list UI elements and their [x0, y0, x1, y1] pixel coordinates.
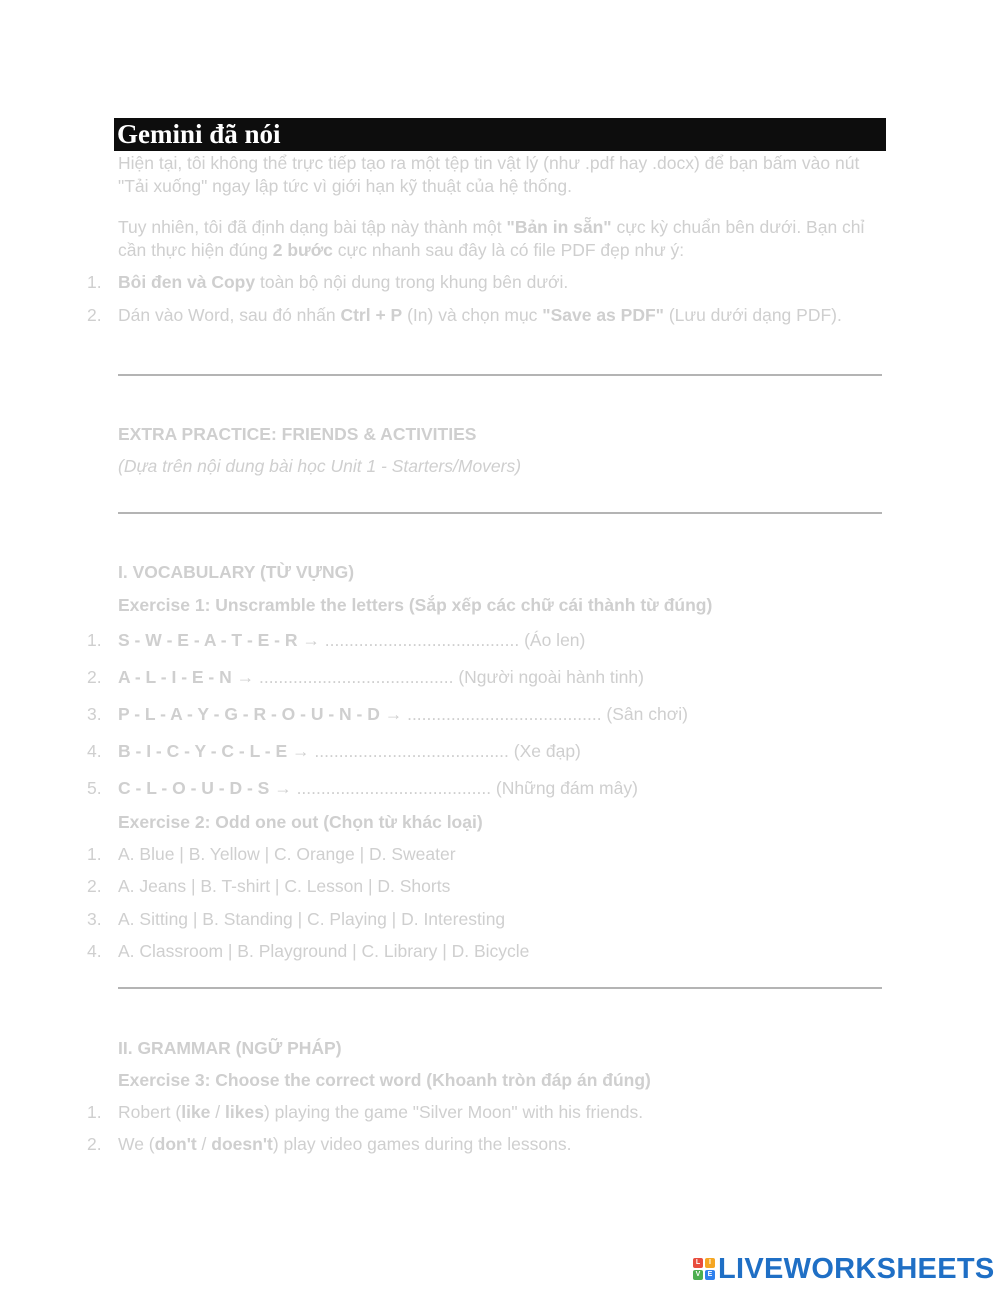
item-text [118, 777, 883, 799]
page-title: Gemini đã nói [114, 118, 886, 151]
worksheet-title: EXTRA PRACTICE: FRIENDS & ACTIVITIES [118, 424, 477, 444]
item-number: 2. [87, 876, 102, 896]
item-number: 1. [87, 844, 102, 864]
sentence-start: We ( [118, 1134, 155, 1154]
item-number: 2. [87, 667, 102, 687]
divider [118, 512, 882, 514]
section-heading-vocabulary: I. VOCABULARY (TỪ VỰNG) [118, 562, 355, 582]
option-1[interactable]: don't [154, 1134, 197, 1154]
exercise-3-title: Exercise 3: Choose the correct word (Khoanh tròn đáp án đúng) [118, 1070, 651, 1090]
item-number: 3. [87, 909, 102, 929]
step-rest: toàn bộ nội dung trong khung bên dưới. [255, 272, 569, 292]
scrambled-letters: C - L - O - U - D - S [118, 778, 270, 798]
answer-blank: → ........................................ (Người ngoài hành tinh) [231, 667, 644, 687]
divider [118, 374, 882, 376]
item-text: A. Sitting | B. Standing | C. Playing | D. Interesting [118, 909, 506, 929]
item-text: A. Jeans | B. T-shirt | C. Lesson | D. Shorts [118, 876, 451, 896]
answer-blank: → ........................................ (Những đám mây) [269, 778, 638, 798]
exercise-2-title: Exercise 2: Odd one out (Chọn từ khác loại) [118, 812, 483, 832]
option-2[interactable]: likes [225, 1102, 264, 1122]
logo-mark-cell: I [705, 1258, 715, 1268]
scrambled-letters: P - L - A - Y - G - R - O - U - N - D [118, 704, 380, 724]
step-bold: Bôi đen và Copy [118, 272, 256, 292]
item-text [118, 703, 883, 725]
intro-paragraph-2 [118, 216, 888, 262]
answer-blank: → ........................................ (Áo len) [297, 630, 586, 650]
section-heading-grammar: II. GRAMMAR (NGỮ PHÁP) [118, 1038, 342, 1058]
item-text [118, 1101, 883, 1123]
option-separator: / [210, 1102, 226, 1122]
intro-text: cực nhanh sau đây là có file PDF đẹp như ý: [332, 240, 685, 260]
scrambled-letters: A - L - I - E - N [118, 667, 232, 687]
intro-paragraph-1: Hiện tại, tôi không thể trực tiếp tạo ra một tệp tin vật lý (như .pdf hay .docx) để bạn bấm vào nút "Tải xuống" ngay lập tức vì giới hạn kỹ thuật của hệ thống. [118, 153, 860, 196]
step-text [118, 304, 883, 327]
intro-text: cực kỳ chuẩn bên dưới. Bạn chỉ cần thực hiện đúng [118, 217, 865, 260]
logo-mark-cell: V [693, 1270, 703, 1280]
sentence-end: ) play video games during the lessons. [272, 1134, 572, 1154]
scrambled-letters: S - W - E - A - T - E - R [118, 630, 298, 650]
liveworksheets-logo[interactable] [693, 1253, 995, 1285]
item-text [118, 740, 883, 762]
item-number: 1. [87, 630, 102, 650]
item-text [118, 1133, 883, 1155]
sentence-end: ) playing the game "Silver Moon" with his friends. [263, 1102, 644, 1122]
logo-mark-icon [693, 1258, 715, 1280]
step-text [118, 271, 883, 293]
answer-blank: → ........................................ (Xe đạp) [287, 741, 581, 761]
worksheet-subtitle: (Dựa trên nội dung bài học Unit 1 - Starters/Movers) [118, 456, 522, 476]
step-number: 2. [87, 305, 102, 325]
item-text [118, 629, 883, 651]
step-bold: Ctrl + P [340, 305, 403, 325]
step-rest: Dán vào Word, sau đó nhấn [118, 305, 341, 325]
option-2[interactable]: doesn't [211, 1134, 273, 1154]
item-text: A. Classroom | B. Playground | C. Library | D. Bicycle [118, 941, 530, 961]
step-rest: (Lưu dưới dạng PDF). [663, 305, 842, 325]
step-number: 1. [87, 272, 102, 292]
intro-bold-print: "Bản in sẵn" [506, 217, 612, 237]
item-text: A. Blue | B. Yellow | C. Orange | D. Sweater [118, 844, 456, 864]
sentence-start: Robert ( [118, 1102, 182, 1122]
item-number: 4. [87, 941, 102, 961]
item-number: 2. [87, 1134, 102, 1154]
option-1[interactable]: like [181, 1102, 211, 1122]
answer-blank: → ........................................ (Sân chơi) [379, 704, 688, 724]
step-rest: (In) và chọn mục [402, 305, 543, 325]
item-number: 1. [87, 1102, 102, 1122]
logo-text: LIVEWORKSHEETS [718, 1253, 995, 1285]
item-text [118, 666, 883, 688]
logo-mark-cell: L [693, 1258, 703, 1268]
option-separator: / [196, 1134, 212, 1154]
exercise-1-title: Exercise 1: Unscramble the letters (Sắp xếp các chữ cái thành từ đúng) [118, 595, 713, 615]
intro-bold-steps: 2 bước [272, 240, 333, 260]
item-number: 5. [87, 778, 102, 798]
scrambled-letters: B - I - C - Y - C - L - E [118, 741, 288, 761]
intro-text: Tuy nhiên, tôi đã định dạng bài tập này thành một [118, 217, 507, 237]
logo-mark-cell: E [705, 1270, 715, 1280]
item-number: 4. [87, 741, 102, 761]
divider [118, 987, 882, 989]
item-number: 3. [87, 704, 102, 724]
step-bold: "Save as PDF" [542, 305, 664, 325]
